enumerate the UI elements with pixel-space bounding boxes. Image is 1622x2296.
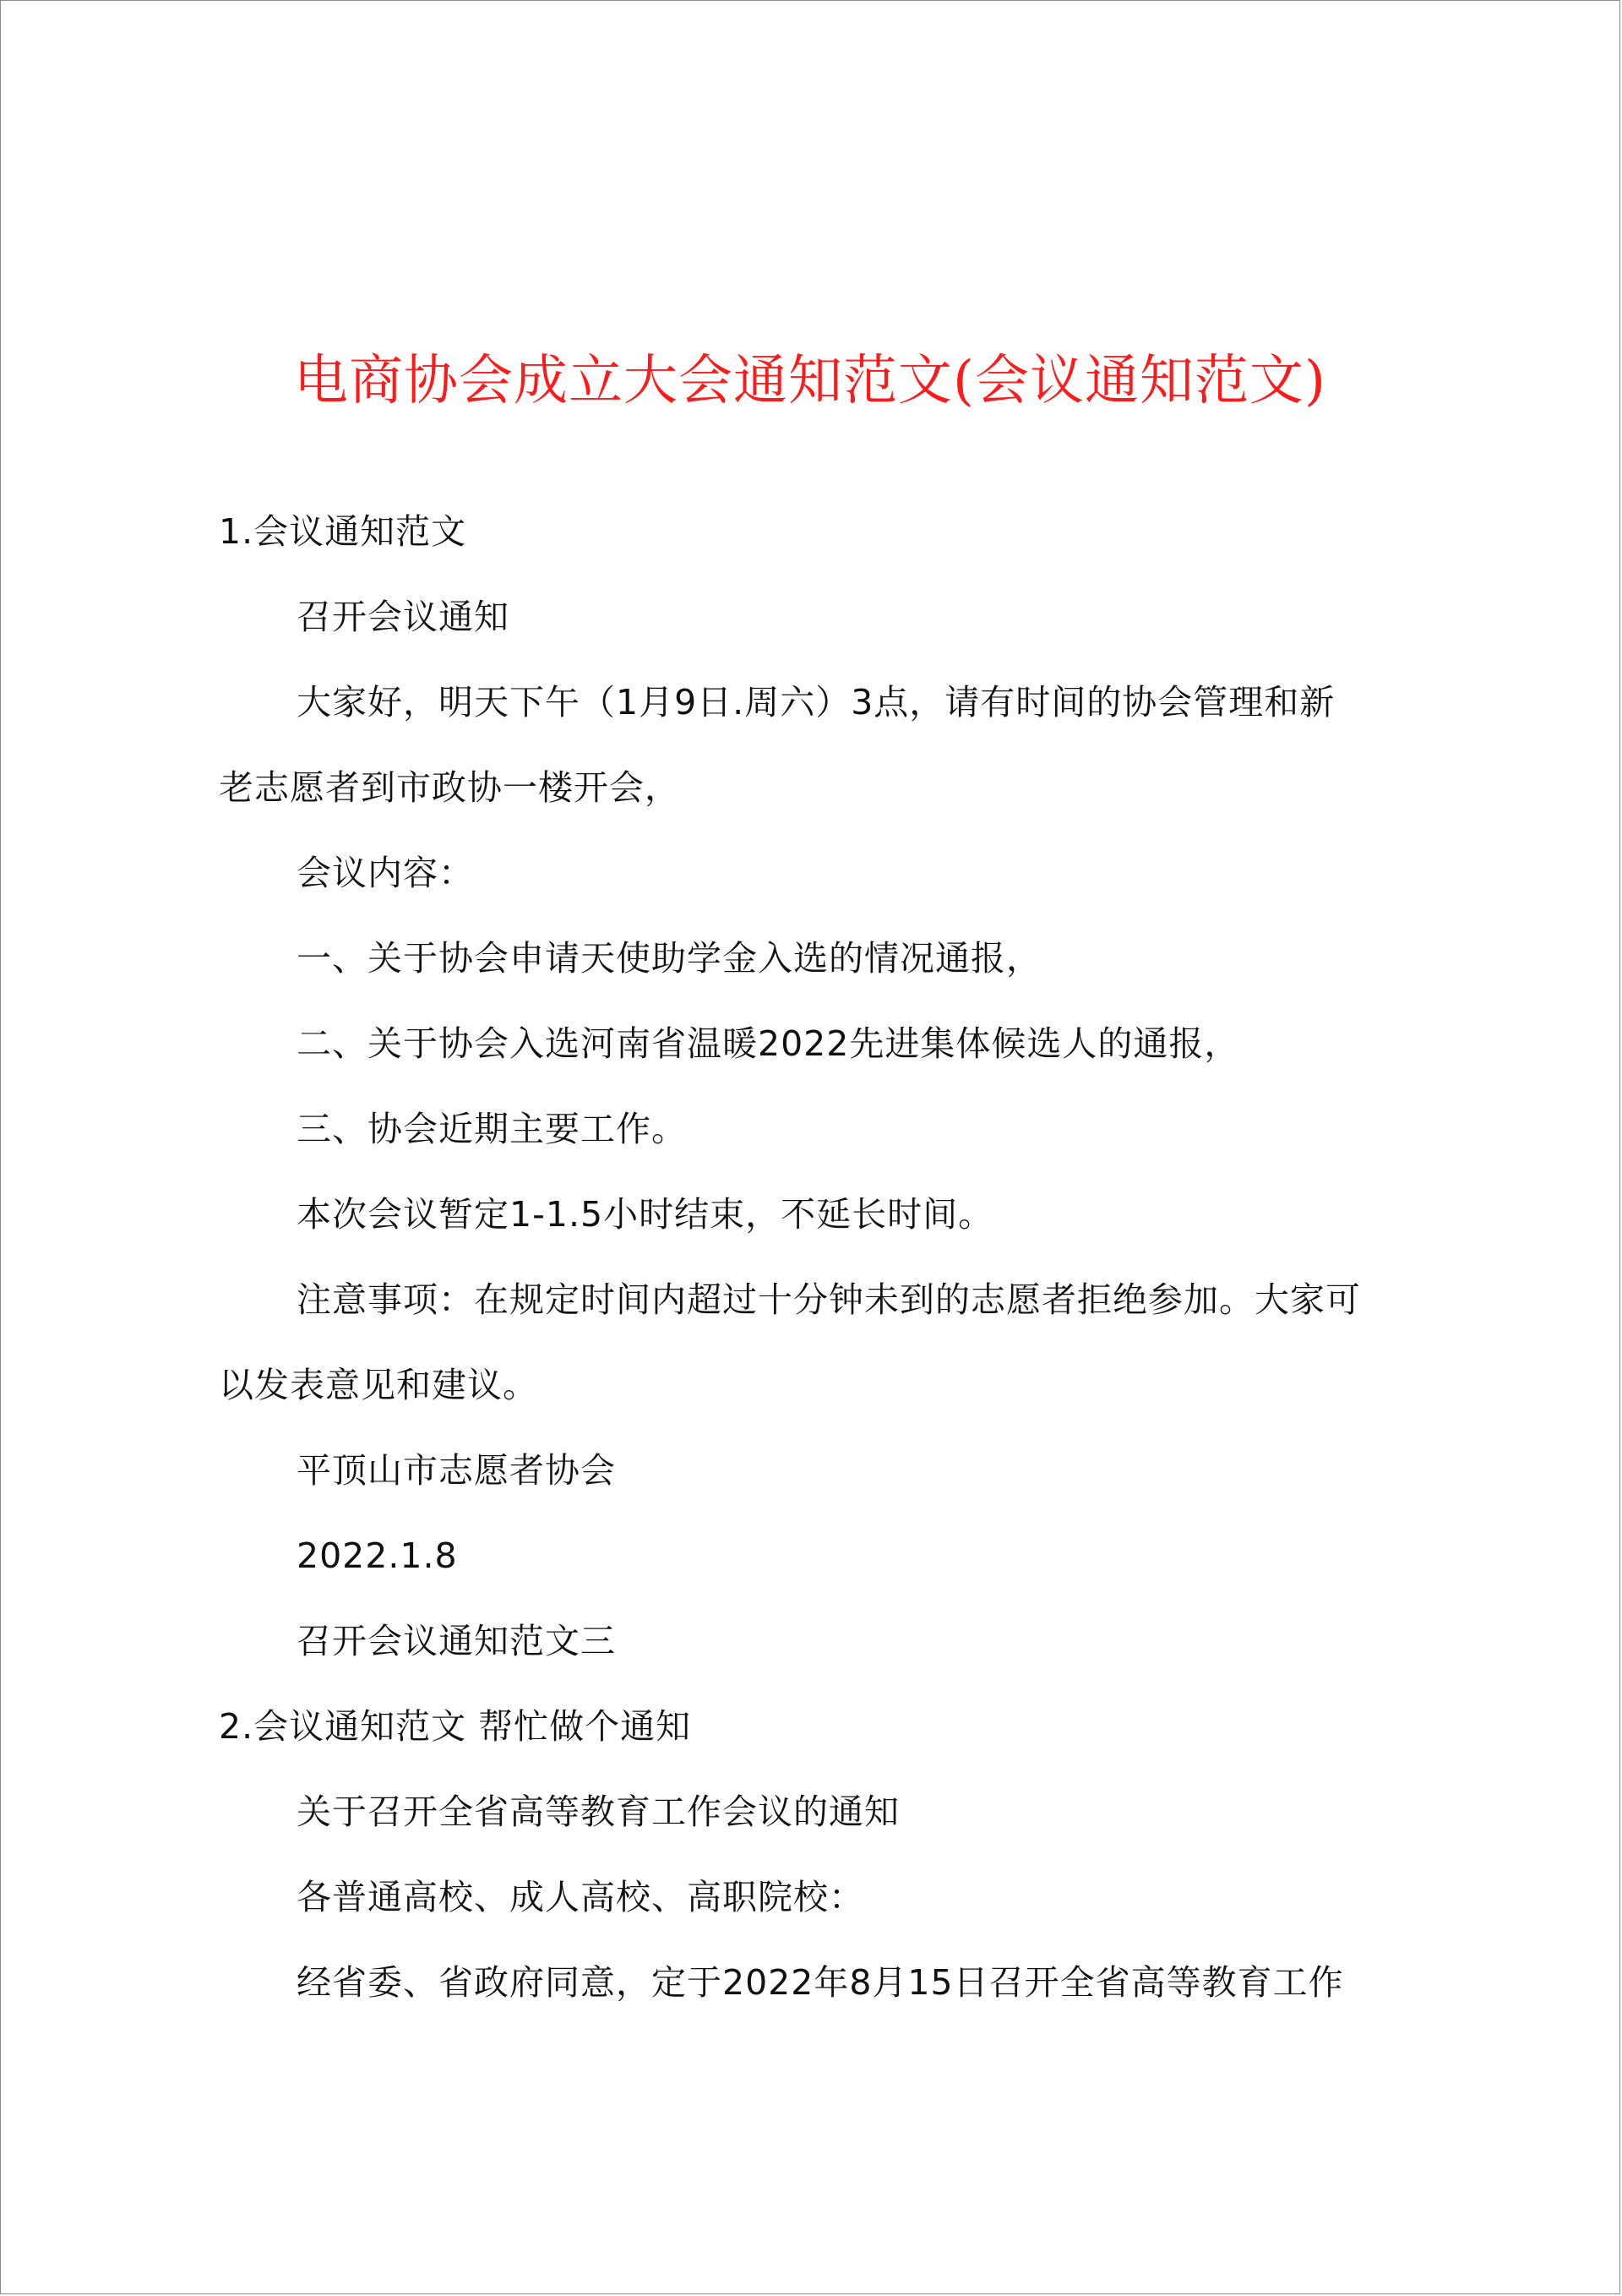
body-line-10: 注意事项：在规定时间内超过十分钟未到的志愿者拒绝参加。大家可 (297, 1279, 1361, 1320)
body-line-12: 平顶山市志愿者协会 (297, 1450, 616, 1491)
body-line-8: 三、协会近期主要工作。 (297, 1109, 687, 1149)
body-line-17: 各普通高校、成人高校、高职院校： (297, 1877, 864, 1917)
body-line-15: 2.会议通知范文 帮忙做个通知 (219, 1706, 692, 1747)
body-line-18: 经省委、省政府同意，定于2022年8月15日召开全省高等教育工作 (297, 1962, 1344, 2003)
body-line-7: 二、关于协会入选河南省温暖2022先进集体候选人的通报， (297, 1023, 1240, 1064)
body-line-3: 大家好，明天下午（1月9日.周六）3点，请有时间的协会管理和新 (297, 682, 1336, 723)
body-line-16: 关于召开全省高等教育工作会议的通知 (297, 1792, 900, 1832)
body-line-6: 一、关于协会申请天使助学金入选的情况通报， (297, 938, 1042, 979)
body-line-2: 召开会议通知 (297, 597, 509, 637)
body-line-13: 2022.1.8 (297, 1535, 458, 1576)
body-line-4: 老志愿者到市政协一楼开会， (219, 767, 680, 808)
body-line-9: 本次会议暂定1-1.5小时结束，不延长时间。 (297, 1194, 994, 1235)
body-line-14: 召开会议通知范文三 (297, 1621, 616, 1661)
document-title: 电商协会成立大会通知范文(会议通知范文) (294, 350, 1326, 412)
body-line-11: 以发表意见和建议。 (219, 1365, 538, 1405)
body-line-1: 1.会议通知范文 (219, 511, 467, 552)
body-line-5: 会议内容： (297, 853, 474, 893)
document-body (219, 489, 1418, 2026)
